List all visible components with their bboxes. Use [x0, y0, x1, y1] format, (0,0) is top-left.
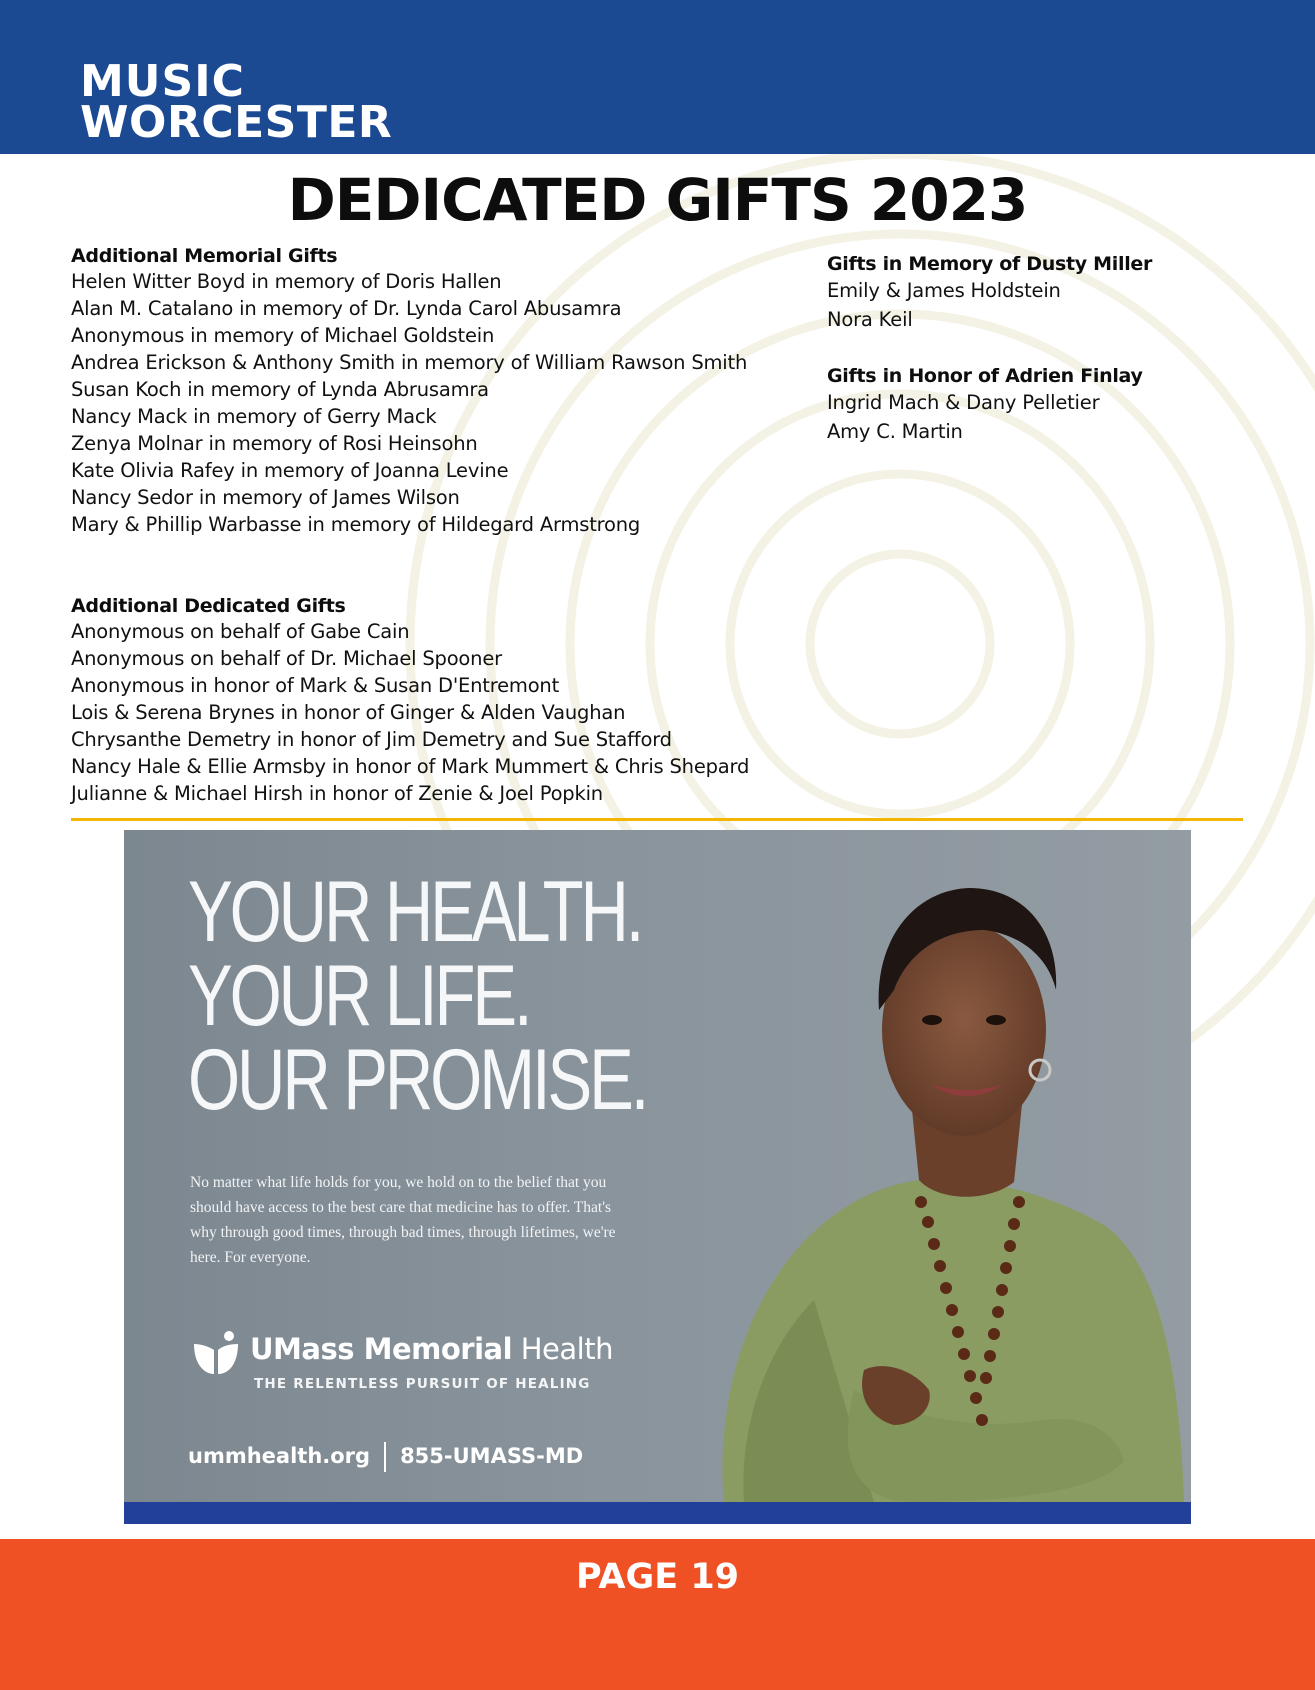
- dusty-miller-heading: Gifts in Memory of Dusty Miller: [827, 253, 1153, 275]
- list-item: Julianne & Michael Hirsh in honor of Zenie & Joel Popkin: [71, 782, 603, 805]
- ad-headline: [188, 864, 647, 1128]
- footer-band: [0, 1539, 1315, 1690]
- list-item: Nancy Mack in memory of Gerry Mack: [71, 405, 437, 428]
- list-item: Kate Olivia Rafey in memory of Joanna Levine: [71, 459, 509, 482]
- list-item: Nancy Sedor in memory of James Wilson: [71, 486, 460, 509]
- list-item: Lois & Serena Brynes in honor of Ginger & Alden Vaughan: [71, 701, 626, 724]
- brand-tagline: THE RELENTLESS PURSUIT OF HEALING: [254, 1376, 591, 1392]
- list-item: Helen Witter Boyd in memory of Doris Hallen: [71, 270, 502, 293]
- portrait-photo: [684, 830, 1191, 1502]
- list-item: Alan M. Catalano in memory of Dr. Lynda Carol Abusamra: [71, 297, 622, 320]
- dusty-miller-list: [827, 276, 1277, 334]
- ad-headline-line-3: OUR PROMISE.: [188, 1032, 647, 1128]
- website-link[interactable]: ummhealth.org: [188, 1444, 371, 1468]
- list-item: Chrysanthe Demetry in honor of Jim Demetry and Sue Stafford: [71, 728, 672, 751]
- list-item: Emily & James Holdstein: [827, 279, 1061, 302]
- list-item: Amy C. Martin: [827, 420, 963, 443]
- brand-name-light: Health: [520, 1332, 613, 1366]
- umass-leaf-icon: [190, 1330, 240, 1376]
- section-spacer: [71, 538, 811, 594]
- list-item: Mary & Phillip Warbasse in memory of Hildegard Armstrong: [71, 513, 641, 536]
- masthead-band: [0, 0, 1315, 154]
- left-gift-column: [71, 244, 811, 807]
- memorial-gifts-heading: Additional Memorial Gifts: [71, 245, 338, 267]
- list-item: Nancy Hale & Ellie Armsby in honor of Mark Mummert & Chris Shepard: [71, 755, 750, 778]
- ad-headline-line-2: YOUR LIFE.: [188, 948, 530, 1044]
- brand-name: [250, 1332, 613, 1366]
- list-item: Anonymous in memory of Michael Goldstein: [71, 324, 495, 347]
- music-worcester-logo: [80, 56, 393, 148]
- ad-headline-line-1: YOUR HEALTH.: [188, 864, 642, 960]
- right-gift-column: [827, 252, 1277, 446]
- dedicated-gifts-heading: Additional Dedicated Gifts: [71, 595, 346, 617]
- page-title: DEDICATED GIFTS 2023: [287, 166, 1028, 234]
- gold-divider: [71, 818, 1243, 821]
- phone-number[interactable]: 855-UMASS-MD: [400, 1444, 584, 1468]
- list-item: Ingrid Mach & Dany Pelletier: [827, 391, 1100, 414]
- ad-body-text: No matter what life holds for you, we hold on to the belief that you should have access to the best care that medicine has to offer. That's why through good times, through bad times, through lifetimes, we're here. For everyone.: [190, 1174, 616, 1266]
- memorial-gifts-list: [71, 268, 811, 538]
- page-number: PAGE 19: [575, 1557, 740, 1597]
- adrien-finlay-heading: Gifts in Honor of Adrien Finlay: [827, 365, 1143, 387]
- logo-line-1: MUSIC: [80, 56, 245, 107]
- brand-name-bold: UMass Memorial: [250, 1332, 513, 1366]
- list-item: Nora Keil: [827, 308, 913, 331]
- list-item: Anonymous in honor of Mark & Susan D'Entremont: [71, 674, 560, 697]
- section-spacer: [827, 334, 1277, 364]
- list-item: Zenya Molnar in memory of Rosi Heinsohn: [71, 432, 478, 455]
- contact-divider: [384, 1442, 386, 1472]
- dedicated-gifts-list: [71, 618, 811, 807]
- list-item: Susan Koch in memory of Lynda Abrusamra: [71, 378, 489, 401]
- umass-memorial-ad: [124, 830, 1191, 1524]
- list-item: Andrea Erickson & Anthony Smith in memory of William Rawson Smith: [71, 351, 748, 374]
- list-item: Anonymous on behalf of Dr. Michael Spooner: [71, 647, 502, 670]
- logo-line-2: WORCESTER: [80, 96, 393, 148]
- adrien-finlay-list: [827, 388, 1277, 446]
- ad-contact: [188, 1442, 583, 1472]
- list-item: Anonymous on behalf of Gabe Cain: [71, 620, 410, 643]
- ad-bottom-bar: [124, 1502, 1191, 1524]
